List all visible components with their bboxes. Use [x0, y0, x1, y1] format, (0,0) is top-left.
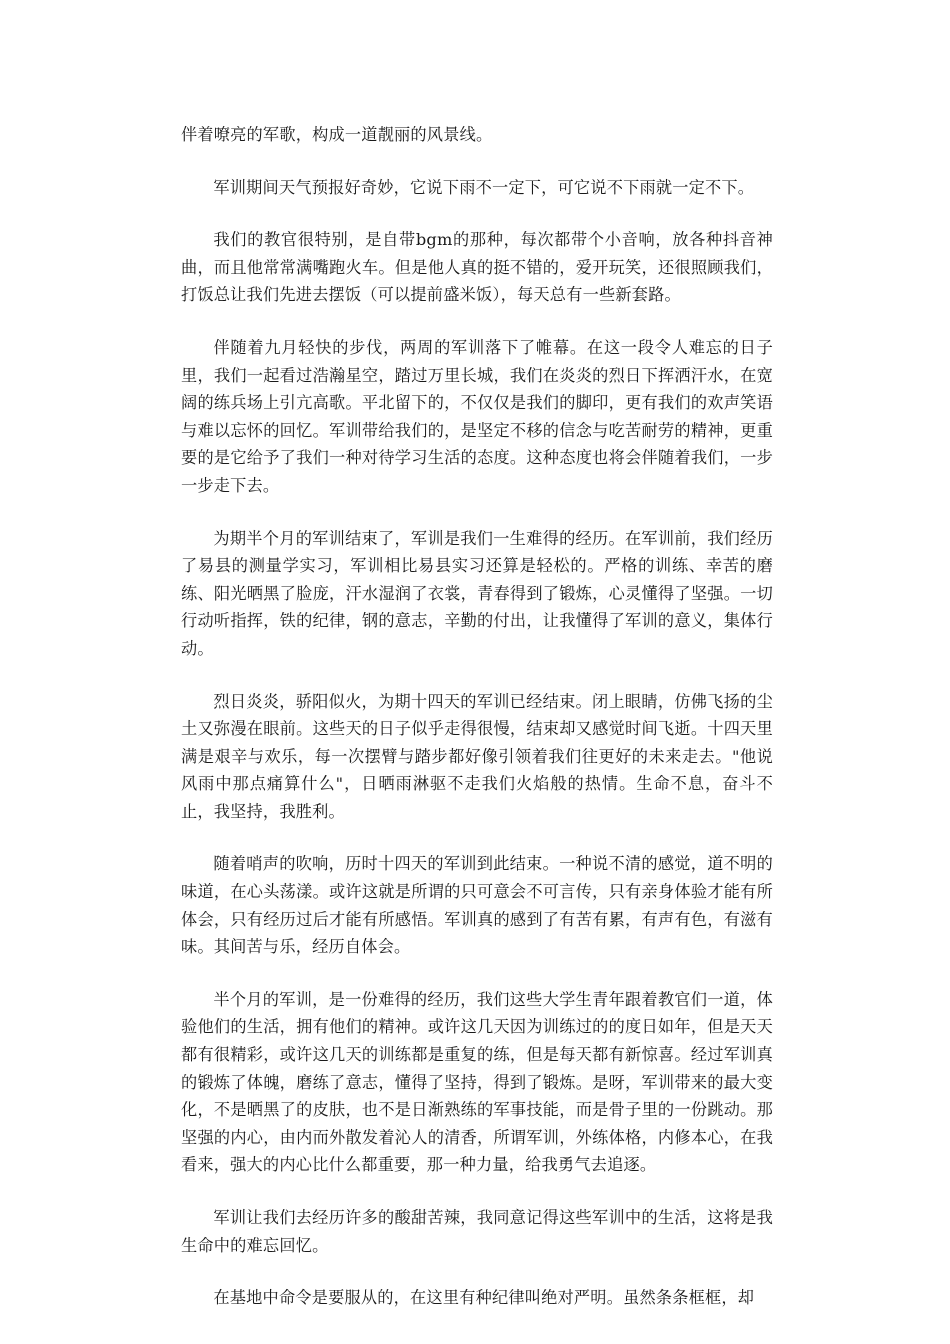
- paragraph-instructor: 我们的教官很特别，是自带bgm的那种，每次都带个小音响，放各种抖音神曲，而且他常常满嘴跑火车。但是他人真的挺不错的，爱开玩笑，还很照顾我们，打饭总让我们先进去摆饭（可以提前盛米饭），每天总有一些新套路。: [181, 230, 773, 305]
- paragraph-memories: 军训让我们去经历许多的酸甜苦辣，我同意记得这些军训中的生活，这将是我生命中的难忘回忆。: [181, 1208, 773, 1255]
- paragraph-discipline: 在基地中命令是要服从的，在这里有种纪律叫绝对严明。虽然条条框框，却: [213, 1288, 755, 1308]
- paragraph-continuation: 伴着嘹亮的军歌，构成一道靓丽的风景线。: [181, 125, 493, 144]
- paragraph-september: 伴随着九月轻快的步伐，两周的军训落下了帷幕。在这一段令人难忘的日子里，我们一起看过浩瀚星空，踏过万里长城，我们在炎炎的烈日下挥洒汗水，在宽阔的练兵场上引亢高歌。平北留下的，不仅仅是我们的脚印，更有我们的欢声笑语与难以忘怀的回忆。军训带给我们的，是坚定不移的信念与吃苦耐劳的精神，更重要的是它给予了我们一种对待学习生活的态度。这种态度也将会伴随着我们，一步一步走下去。: [181, 337, 773, 495]
- paragraph-experience: 半个月的军训，是一份难得的经历，我们这些大学生青年跟着教官们一道，体验他们的生活，拥有他们的精神。或许这几天因为训练过的的度日如年，但是天天都有很精彩，或许这几天的训练都是重复的练，但是每天都有新惊喜。经过军训真的锻炼了体魄，磨练了意志，懂得了坚持，得到了锻炼。是呀，军训带来的最大变化，不是晒黑了的皮肤，也不是日渐熟练的军事技能，而是骨子里的一份跳动。那坚强的内心，由内而外散发着沁人的清香，所谓军训，外练体格，内修本心，在我看来，强大的内心比什么都重要，那一种力量，给我勇气去追逐。: [181, 989, 773, 1175]
- paragraph-half-month: 为期半个月的军训结束了，军训是我们一生难得的经历。在军训前，我们经历了易县的测量学实习，军训相比易县实习还算是轻松的。严格的训练、幸苦的磨练、阳光晒黑了脸庞，汗水湿润了衣裳，青春得到了锻炼，心灵懂得了坚强。一切行动听指挥，铁的纪律，钢的意志，辛勤的付出，让我懂得了军训的意义，集体行动。: [181, 528, 773, 658]
- document-body: [181, 121, 773, 1337]
- paragraph-scorching-sun: 烈日炎炎，骄阳似火，为期十四天的军训已经结束。闭上眼睛，仿佛飞扬的尘土又弥漫在眼前。这些天的日子似乎走得很慢，结束却又感觉时间飞逝。十四天里满是艰辛与欢乐，每一次摆臂与踏步都好像引领着我们往更好的未来走去。"他说风雨中那点痛算什么"，日晒雨淋驱不走我们火焰般的热情。生命不息，奋斗不止，我坚持，我胜利。: [181, 691, 773, 821]
- paragraph-weather: 军训期间天气预报好奇妙，它说下雨不一定下，可它说不下雨就一定不下。: [213, 177, 755, 197]
- paragraph-whistle: 随着哨声的吹响，历时十四天的军训到此结束。一种说不清的感觉，道不明的味道，在心头荡漾。或许这就是所谓的只可意会不可言传，只有亲身体验才能有所体会，只有经历过后才能有所感悟。军训真的感到了有苦有累，有声有色，有滋有味。其间苦与乐，经历自体会。: [181, 854, 773, 957]
